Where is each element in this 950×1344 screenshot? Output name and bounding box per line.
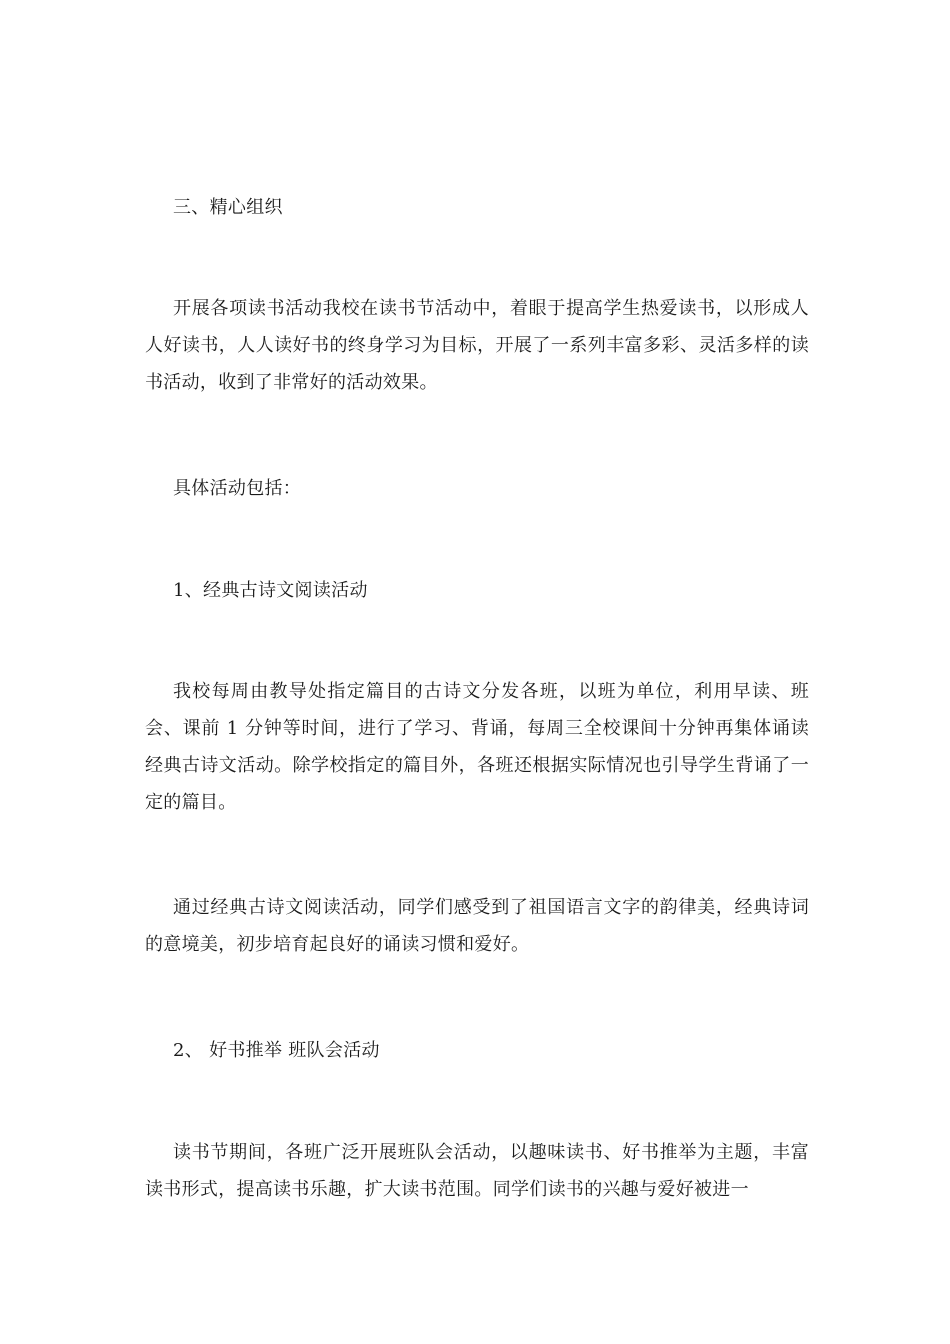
activity-1-title: 1、经典古诗文阅读活动 (173, 580, 368, 601)
section-heading: 三、精心组织 (173, 197, 283, 218)
activity-2-paragraph-1: 读书节期间，各班广泛开展班队会活动，以趣味读书、好书推举为主题，丰富读书形式，提高读书乐趣，扩大读书范围。同学们读书的兴趣与爱好被进一 (145, 1142, 809, 1200)
activities-intro: 具体活动包括： (173, 478, 302, 499)
activity-1-paragraph-2: 通过经典古诗文阅读活动，同学们感受到了祖国语言文字的韵律美，经典诗词的意境美，初步培育起良好的诵读习惯和爱好。 (145, 897, 809, 955)
activity-1-paragraph-1: 我校每周由教导处指定篇目的古诗文分发各班，以班为单位，利用早读、班会、课前 1 分钟等时间，进行了学习、背诵，每周三全校课间十分钟再集体诵读经典古诗文活动。除学校指定的篇目外，各班还根据实际情况也引导学生背诵了一定的篇目。 (145, 681, 809, 813)
activity-2-title: 2、 好书推举 班队会活动 (173, 1040, 380, 1061)
intro-paragraph: 开展各项读书活动我校在读书节活动中，着眼于提高学生热爱读书，以形成人人好读书，人人读好书的终身学习为目标，开展了一系列丰富多彩、灵活多样的读书活动，收到了非常好的活动效果。 (145, 298, 809, 393)
